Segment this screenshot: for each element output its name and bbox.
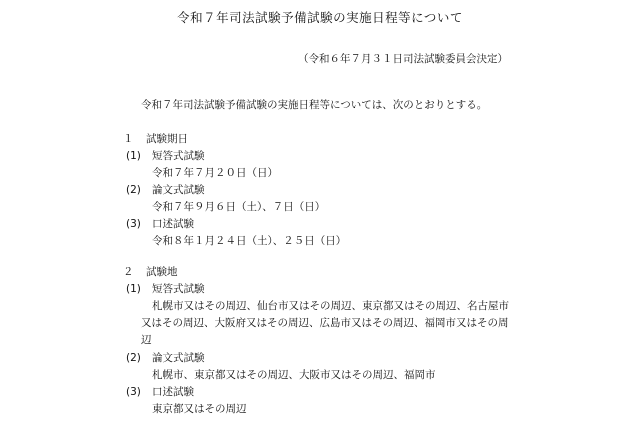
item-location-short-answer: 札幌市又はその周辺、仙台市又はその周辺、東京都又はその周辺、名古屋市 (152, 300, 509, 312)
item-date-oral: 令和８年１月２４日（土）、２５日（日） (152, 235, 347, 247)
section-heading-location: 試験地 (146, 266, 178, 278)
item-title-oral: 口述試験 (152, 218, 194, 230)
item-title-oral: 口述試験 (152, 386, 194, 398)
item-number: (3) (126, 386, 141, 398)
item-location-oral: 東京都又はその周辺 (152, 403, 247, 415)
decision-note: （令和６年７月３１日司法試験委員会決定） (298, 53, 508, 65)
item-number: (1) (126, 150, 141, 162)
item-date-short-answer: 令和７年７月２０日（日） (152, 167, 278, 179)
document-title: 令和７年司法試験予備試験の実施日程等について (177, 10, 463, 25)
item-location-essay: 札幌市、東京都又はその周辺、大阪市又はその周辺、福岡市 (152, 369, 436, 381)
item-number: (3) (126, 218, 141, 230)
item-title-short-answer: 短答式試験 (152, 283, 205, 295)
section-number: ２ (123, 266, 134, 278)
item-number: (2) (126, 184, 141, 196)
item-title-short-answer: 短答式試験 (152, 150, 205, 162)
item-location-short-answer-cont: 辺 (141, 334, 152, 346)
item-title-essay: 論文式試験 (152, 352, 205, 364)
item-location-short-answer-cont: 又はその周辺、大阪府又はその周辺、広島市又はその周辺、福岡市又はその周 (141, 317, 509, 329)
item-number: (2) (126, 352, 141, 364)
item-date-essay: 令和７年９月６日（土）、７日（日） (152, 201, 326, 213)
item-number: (1) (126, 283, 141, 295)
section-heading-schedule: 試験期日 (146, 133, 188, 145)
section-number: １ (123, 133, 134, 145)
intro-paragraph: 令和７年司法試験予備試験の実施日程等については、次のとおりとする。 (141, 99, 488, 111)
item-title-essay: 論文式試験 (152, 184, 205, 196)
